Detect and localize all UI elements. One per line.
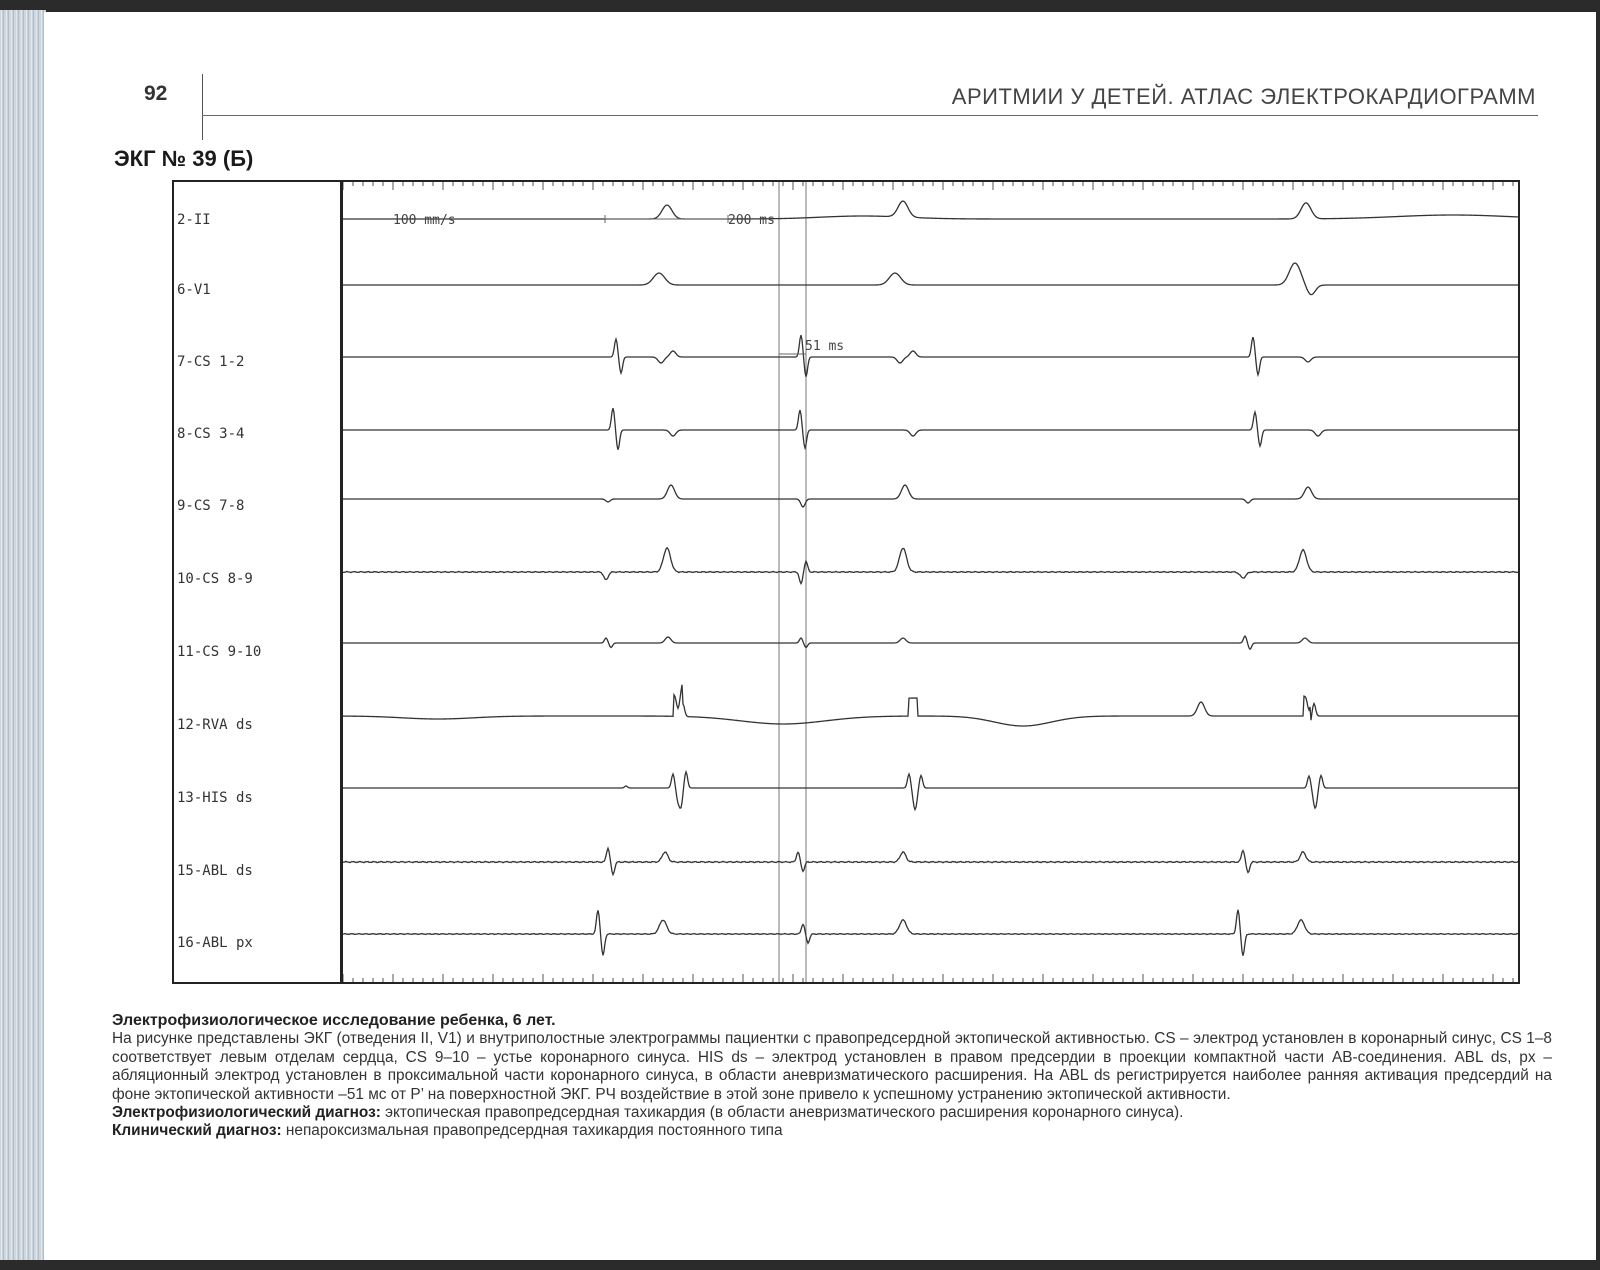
clinical-diagnosis xyxy=(112,1122,1552,1140)
page-number: 92 xyxy=(144,82,168,105)
channel-label: 6-V1 xyxy=(177,282,211,298)
channel-label: 7-CS 1-2 xyxy=(177,354,245,370)
caption-heading: Электрофизиологическое исследование ребенка, 6 лет. xyxy=(112,1012,556,1029)
trace-7 xyxy=(343,636,1518,649)
trace-10 xyxy=(343,848,1518,874)
interval-annotation: 200 ms xyxy=(728,213,775,228)
ecg-traces xyxy=(343,182,1518,982)
trace-8 xyxy=(343,685,1518,726)
clinical-diagnosis-text: непароксизмальная правопредсердная тахикардия постоянного типа xyxy=(281,1122,783,1140)
trace-11 xyxy=(343,910,1518,956)
channel-label-column xyxy=(174,182,343,982)
book-page-edges xyxy=(0,10,46,1260)
figure-caption xyxy=(112,1012,1552,1141)
book-page xyxy=(44,12,1596,1260)
running-title: АРИТМИИ У ДЕТЕЙ. АТЛАС ЭЛЕКТРОКАРДИОГРАММ xyxy=(951,84,1536,109)
trace-2 xyxy=(343,263,1518,295)
time-ticks-bottom xyxy=(343,974,1513,982)
channel-label: 16-ABL px xyxy=(177,935,253,951)
time-ticks-top xyxy=(343,182,1513,190)
speed-annotation: 100 mm/s xyxy=(393,213,456,228)
trace-6 xyxy=(343,548,1518,584)
ep-diagnosis xyxy=(112,1104,1552,1122)
header-rule xyxy=(202,115,1538,116)
channel-label: 9-CS 7-8 xyxy=(177,498,245,514)
trace-9 xyxy=(343,772,1518,810)
trace-5 xyxy=(343,485,1518,507)
trace-4 xyxy=(343,408,1518,450)
caption-body: На рисунке представлены ЭКГ (отведения II, V1) и внутриполостные электрограммы пациентки с правопредсердной эктопической активностью. CS – электрод установлен в коронарный синус, CS 1–8 соответствует левым отделам сердца, CS 9–10 – устье коронарного синуса. HIS ds – электрод установлен в правом предсердии в проекции компактной части АВ-соединения. ABL ds, px – абляционный электрод установлен в проксимальной части коронарного синуса, в области аневризматического расширения. На ABL ds регистрируется наиболее ранняя активация предсердий на фоне эктопической активности –51 мс от P’ на поверхностной ЭКГ. РЧ воздействие в этой зоне привело к успешному устранению эктопической активности. xyxy=(112,1030,1552,1103)
figure-title: ЭКГ № 39 (Б) xyxy=(114,146,254,171)
channel-label: 13-HIS ds xyxy=(177,790,253,806)
measurement-annotation: 51 ms xyxy=(805,339,845,354)
channel-label: 12-RVA ds xyxy=(177,717,253,733)
channel-label: 2-II xyxy=(177,212,211,228)
trace-1 xyxy=(343,201,1518,219)
header-divider xyxy=(202,74,203,140)
channel-label: 8-CS 3-4 xyxy=(177,426,245,442)
ep-diagnosis-label: Электрофизиологический диагноз: xyxy=(112,1104,381,1122)
ecg-figure xyxy=(172,180,1520,984)
trace-3 xyxy=(343,335,1518,377)
clinical-diagnosis-label: Клинический диагноз: xyxy=(112,1122,282,1140)
channel-label: 11-CS 9-10 xyxy=(177,644,262,660)
channel-label: 15-ABL ds xyxy=(177,863,253,879)
channel-label: 10-CS 8-9 xyxy=(177,571,253,587)
ep-diagnosis-text: эктопическая правопредсердная тахикардия (в области аневризматического расширения коронарного синуса). xyxy=(380,1104,1184,1122)
trace-area xyxy=(343,182,1518,982)
